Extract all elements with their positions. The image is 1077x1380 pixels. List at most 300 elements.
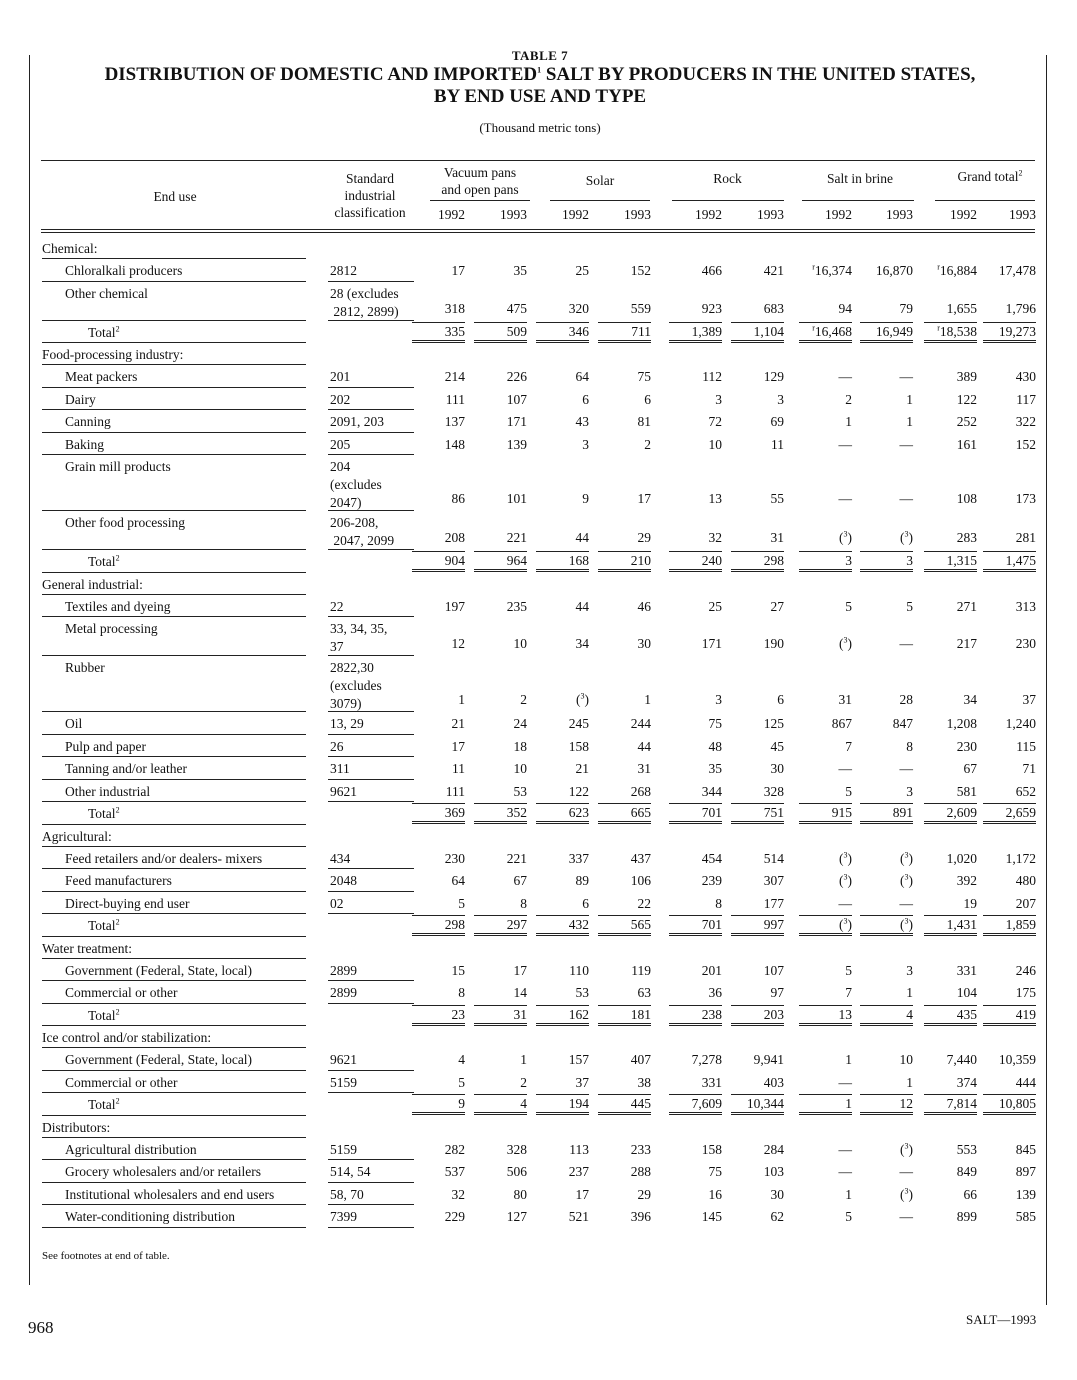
value-cell: 320 (568, 300, 589, 316)
value-cell: 1,020 (946, 850, 977, 866)
value-cell: 239 (701, 873, 722, 888)
row-label: Total$^2$ (88, 1096, 120, 1112)
value-cell: 4 (474, 1094, 527, 1115)
sic-code: 7399 (330, 1209, 357, 1224)
value-cell: 63 (637, 985, 651, 1000)
section-header-row (0, 573, 1077, 595)
value-cell: 867 (831, 716, 852, 731)
value-cell: 27 (770, 598, 784, 614)
sic-code: 5159 (330, 1141, 357, 1157)
row-label: Commercial or other (65, 985, 178, 1000)
row-label: Grain mill products (65, 459, 171, 474)
value-cell: 5 (845, 1209, 852, 1224)
sic-code: 26 (330, 738, 344, 754)
row-label: Oil (65, 716, 83, 731)
value-cell: ($^3$) (839, 529, 852, 545)
value-cell: 897 (1015, 1164, 1036, 1179)
value-cell: 208 (444, 530, 465, 545)
value-cell: 137 (444, 414, 465, 429)
value-cell: 847 (892, 716, 913, 731)
value-cell: 6 (582, 391, 589, 407)
sic-code: 311 (330, 761, 350, 776)
table-row (0, 869, 1077, 892)
value-cell: 389 (956, 369, 977, 384)
value-cell: 44 (575, 530, 589, 545)
row-label: Tanning and/or leather (65, 761, 188, 776)
value-cell: 430 (1015, 369, 1036, 384)
value-cell: 19 (963, 895, 977, 911)
value-cell: 112 (702, 369, 722, 384)
value-cell: 226 (506, 369, 527, 384)
value-cell: 229 (444, 1209, 465, 1224)
value-cell: 71 (1022, 761, 1036, 776)
value-cell: 2,659 (983, 803, 1036, 824)
table-row (0, 757, 1077, 780)
value-cell: 240 (669, 551, 722, 572)
value-cell: 3 (715, 692, 722, 707)
value-cell: 30 (770, 761, 784, 776)
value-cell: 75 (708, 1164, 722, 1179)
value-cell: 181 (598, 1005, 651, 1026)
section-label: Agricultural: (42, 828, 112, 844)
value-cell: 115 (1016, 738, 1036, 754)
year-header: 1993 (500, 207, 527, 222)
value-cell: ($^3$) (900, 850, 913, 866)
sic-code: 2048 (330, 873, 357, 888)
sic-code: 13, 29 (330, 716, 364, 731)
value-cell: — (838, 491, 852, 506)
value-cell: 55 (770, 491, 784, 506)
value-cell: 17 (575, 1186, 589, 1202)
total-row (0, 802, 1077, 825)
value-cell: 10,344 (731, 1094, 784, 1115)
value-cell: 111 (445, 391, 465, 407)
value-cell: 45 (770, 738, 784, 754)
value-cell: 235 (506, 598, 527, 614)
section-label: General industrial: (42, 576, 143, 592)
section-header-row (0, 343, 1077, 365)
value-cell: 1 (906, 414, 913, 429)
sic-code: 33, 34, 35, 37 (330, 621, 388, 654)
value-cell: 44 (637, 738, 651, 754)
row-label: Metal processing (65, 621, 158, 636)
value-cell: 454 (701, 850, 722, 866)
value-cell: 16,949 (860, 322, 913, 343)
value-cell: 6 (777, 692, 784, 707)
value-cell: 9 (412, 1094, 465, 1115)
total-row (0, 321, 1077, 344)
value-cell: 331 (701, 1074, 722, 1090)
row-label: Government (Federal, State, local) (65, 962, 253, 978)
group-rule-solar (550, 200, 650, 201)
col-rock: Rock (713, 171, 742, 186)
value-cell: 444 (1015, 1074, 1036, 1090)
value-cell: 5 (845, 598, 852, 614)
col-solar: Solar (585, 173, 615, 188)
value-cell: 122 (956, 391, 977, 407)
value-cell: 75 (637, 369, 651, 384)
group-rule-brine (802, 200, 914, 201)
value-cell: 328 (506, 1141, 527, 1157)
value-cell: 4 (860, 1005, 913, 1026)
value-cell: 24 (513, 716, 527, 731)
section-label: Water treatment: (42, 940, 132, 956)
row-label: Feed retailers and/or dealers- mixers (65, 850, 263, 866)
value-cell: 201 (701, 962, 722, 978)
value-cell: ($^3$) (900, 1141, 913, 1157)
value-cell: 12 (451, 636, 465, 651)
value-cell: 3 (906, 783, 913, 799)
value-cell: ($^3$) (576, 691, 589, 707)
value-cell: 4 (458, 1052, 465, 1067)
value-cell: 217 (956, 636, 977, 651)
year-header: 1992 (562, 207, 589, 222)
value-cell: 214 (444, 369, 465, 384)
value-cell: ($^3$) (900, 1186, 913, 1202)
value-cell: 352 (474, 803, 527, 824)
value-cell: 1,431 (924, 915, 977, 936)
value-cell: 210 (598, 551, 651, 572)
value-cell: 161 (956, 436, 977, 452)
value-cell: 9,941 (753, 1052, 784, 1067)
value-cell: 233 (630, 1141, 651, 1157)
value-cell: 313 (1015, 598, 1036, 614)
value-cell: 14 (513, 985, 527, 1000)
value-cell: 64 (575, 369, 589, 384)
value-cell: 35 (513, 263, 527, 278)
value-cell: 344 (701, 783, 722, 799)
sic-code: 201 (330, 369, 351, 384)
value-cell: 127 (506, 1209, 527, 1224)
value-cell: 158 (701, 1141, 722, 1157)
value-cell: 5 (906, 598, 913, 614)
value-cell: 53 (513, 783, 527, 799)
value-cell: 281 (1015, 530, 1036, 545)
row-label: Total$^2$ (88, 553, 120, 569)
row-label: Institutional wholesalers and end users (65, 1186, 275, 1202)
value-cell: 701 (669, 803, 722, 824)
value-cell: 139 (1015, 1186, 1036, 1202)
value-cell: 152 (1015, 436, 1036, 452)
row-label: Government (Federal, State, local) (65, 1052, 253, 1067)
value-cell: — (899, 1164, 913, 1179)
value-cell: 10,805 (983, 1094, 1036, 1115)
value-cell: $^r$16,884 (937, 262, 977, 278)
value-cell: 25 (575, 263, 589, 278)
value-cell: 104 (956, 985, 977, 1000)
value-cell: 79 (899, 300, 913, 316)
value-cell: 230 (956, 738, 977, 754)
section-header-row (0, 1026, 1077, 1048)
table-row (0, 511, 1077, 550)
sic-code: 5159 (330, 1074, 357, 1090)
value-cell: — (838, 1141, 852, 1157)
value-cell: 3 (799, 551, 852, 572)
value-cell: 1,315 (924, 551, 977, 572)
value-cell: 72 (708, 414, 722, 429)
value-cell: 30 (637, 636, 651, 651)
section-label: Distributors: (42, 1119, 111, 1135)
value-cell: 171 (701, 636, 722, 651)
value-cell: 37 (575, 1074, 589, 1090)
value-cell: 1,208 (946, 716, 977, 731)
value-cell: 7,814 (924, 1094, 977, 1115)
value-cell: 964 (474, 551, 527, 572)
section-header-row (0, 825, 1077, 847)
value-cell: 145 (701, 1209, 722, 1224)
sic-code: 02 (330, 895, 344, 911)
value-cell: 17 (451, 263, 465, 278)
value-cell: 537 (444, 1164, 465, 1179)
value-cell: 103 (763, 1164, 784, 1179)
value-cell: 3 (715, 391, 722, 407)
value-cell: 168 (536, 551, 589, 572)
value-cell: 48 (708, 738, 722, 754)
value-cell: 106 (630, 873, 651, 888)
year-header: 1993 (624, 207, 651, 222)
value-cell: 13 (799, 1005, 852, 1026)
col-brine: Salt in brine (827, 171, 893, 186)
value-cell: 18 (513, 738, 527, 754)
value-cell: 623 (536, 803, 589, 824)
value-cell: 29 (637, 1186, 651, 1202)
value-cell: 7,440 (946, 1052, 977, 1067)
value-cell: 915 (799, 803, 852, 824)
value-cell: 175 (1015, 985, 1036, 1000)
value-cell: 2,609 (924, 803, 977, 824)
value-cell: 480 (1015, 873, 1036, 888)
value-cell: 43 (575, 414, 589, 429)
value-cell: 81 (637, 414, 651, 429)
value-cell: 252 (956, 414, 977, 429)
table-row (0, 1071, 1077, 1094)
section-label: Chemical: (42, 241, 98, 256)
value-cell: 711 (598, 322, 651, 343)
value-cell: 475 (506, 300, 527, 316)
value-cell: 581 (956, 783, 977, 799)
value-cell: 221 (506, 850, 527, 866)
value-cell: 101 (506, 491, 527, 506)
running-head: SALT—1993 (966, 1312, 1037, 1327)
row-label: Direct-buying end user (65, 895, 190, 911)
value-cell: 701 (669, 915, 722, 936)
value-cell: 107 (506, 391, 527, 407)
year-header: 1992 (825, 207, 852, 222)
value-cell: 331 (956, 962, 977, 978)
value-cell: 162 (536, 1005, 589, 1026)
value-cell: 17,478 (998, 263, 1036, 278)
value-cell: 86 (451, 491, 465, 506)
year-header: 1993 (886, 207, 913, 222)
sic-code: 434 (330, 850, 351, 866)
value-cell: 904 (412, 551, 465, 572)
table-number: TABLE 7 (511, 48, 569, 63)
value-cell: 514 (763, 850, 784, 866)
value-cell: 5 (845, 783, 852, 799)
header-bottom-rule (41, 229, 1035, 233)
value-cell: 34 (575, 636, 589, 651)
total-row (0, 1093, 1077, 1116)
value-cell: 396 (630, 1209, 651, 1224)
sic-code: 28 (excludes 2812, 2899) (330, 285, 399, 319)
value-cell: 89 (575, 873, 589, 888)
row-label: Other industrial (65, 783, 151, 799)
value-cell: 35 (708, 761, 722, 776)
table-row (0, 847, 1077, 870)
value-cell: — (838, 895, 852, 911)
value-cell: 297 (474, 915, 527, 936)
table-row (0, 455, 1077, 511)
value-cell: 110 (569, 962, 589, 978)
sic-code: 2899 (330, 962, 357, 978)
value-cell: 845 (1015, 1141, 1036, 1157)
sic-code: 2822,30 (excludes 3079) (330, 660, 382, 711)
value-cell: 158 (568, 738, 589, 754)
value-cell: 466 (701, 263, 722, 278)
value-cell: 665 (598, 803, 651, 824)
value-cell: 3 (860, 551, 913, 572)
value-cell: ($^3$) (860, 915, 913, 936)
table-header (40, 48, 1040, 136)
value-cell: 21 (575, 761, 589, 776)
value-cell: 177 (763, 895, 784, 911)
value-cell: $^r$16,374 (812, 262, 852, 278)
value-cell: 31 (474, 1005, 527, 1026)
row-label: Baking (65, 436, 104, 452)
row-label: Feed manufacturers (65, 873, 172, 888)
value-cell: 553 (956, 1141, 977, 1157)
value-cell: 7,609 (669, 1094, 722, 1115)
value-cell: 5 (458, 895, 465, 911)
value-cell: 171 (506, 414, 527, 429)
value-cell: ($^3$) (839, 850, 852, 866)
row-label: Commercial or other (65, 1074, 178, 1090)
sic-code: 9621 (330, 1052, 357, 1067)
sic-code: 58, 70 (330, 1186, 364, 1202)
value-cell: 3 (582, 436, 589, 452)
sic-code: 2091, 203 (330, 414, 384, 429)
value-cell: 17 (637, 491, 651, 506)
value-cell: 244 (630, 716, 651, 731)
value-cell: 559 (630, 300, 651, 316)
value-cell: — (899, 491, 913, 506)
row-rule (42, 1227, 306, 1228)
year-header: 1992 (695, 207, 722, 222)
sic-code: 206-208, 2047, 2099 (330, 515, 395, 548)
value-cell: 1 (845, 1186, 852, 1202)
value-cell: 284 (763, 1141, 784, 1157)
section-header-row (0, 937, 1077, 959)
value-cell: 652 (1015, 783, 1036, 799)
row-label: Grocery wholesalers and/or retailers (65, 1164, 262, 1179)
value-cell: 403 (763, 1074, 784, 1090)
value-cell: — (899, 761, 913, 776)
value-cell: 8 (715, 895, 722, 911)
section-label: Food-processing industry: (42, 347, 184, 362)
value-cell: 32 (708, 530, 722, 545)
value-cell: 157 (568, 1052, 589, 1067)
value-cell: 10,359 (998, 1052, 1036, 1067)
value-cell: 129 (763, 369, 784, 384)
table-row (0, 892, 1077, 915)
value-cell: 1,859 (983, 915, 1036, 936)
value-cell: ($^3$) (839, 635, 852, 651)
table-row (0, 735, 1077, 758)
value-cell: 1,240 (1005, 716, 1036, 731)
header-top-rule (41, 160, 1035, 161)
value-cell: 1,796 (1005, 300, 1036, 316)
value-cell: 1,172 (1005, 850, 1036, 866)
table-title-line1: DISTRIBUTION OF DOMESTIC AND IMPORTED$^1$ SALT BY PRODUCERS IN THE UNITED STATES, (104, 64, 976, 85)
value-cell: 2 (644, 436, 651, 452)
value-cell: 117 (1016, 391, 1036, 407)
value-cell: 207 (1015, 895, 1036, 911)
col-grand-total: Grand total$^2$ (957, 168, 1023, 184)
value-cell: 392 (956, 873, 977, 888)
value-cell: 53 (575, 985, 589, 1000)
value-cell: 31 (637, 761, 651, 776)
row-label: Other food processing (65, 515, 185, 530)
sic-code: 2812 (330, 263, 357, 278)
value-cell: — (838, 436, 852, 452)
value-cell: 585 (1015, 1209, 1036, 1224)
value-cell: 64 (451, 873, 465, 888)
value-cell: 221 (506, 530, 527, 545)
value-cell: 190 (763, 636, 784, 651)
value-cell: 10 (513, 636, 527, 651)
value-cell: — (838, 1164, 852, 1179)
table-row (0, 1160, 1077, 1183)
value-cell: 8 (520, 895, 527, 911)
sic-code: 22 (330, 598, 344, 614)
table-row (0, 365, 1077, 388)
year-header: 1992 (438, 207, 465, 222)
year-header: 1993 (757, 207, 784, 222)
value-cell: 1 (906, 1074, 913, 1090)
value-cell: — (838, 1074, 852, 1090)
value-cell: 346 (536, 322, 589, 343)
total-row (0, 914, 1077, 937)
value-cell: 31 (770, 530, 784, 545)
value-cell: 2 (520, 692, 527, 707)
value-cell: 8 (906, 738, 913, 754)
value-cell: 1,104 (731, 322, 784, 343)
value-cell: 245 (568, 716, 589, 731)
row-label: Agricultural distribution (65, 1141, 197, 1157)
value-cell: 80 (513, 1186, 527, 1202)
total-row (0, 550, 1077, 573)
value-cell: 28 (899, 692, 913, 707)
value-cell: 322 (1015, 414, 1036, 429)
value-cell: 3 (906, 962, 913, 978)
table-row (0, 282, 1077, 321)
value-cell: 407 (630, 1052, 651, 1067)
value-cell: 506 (506, 1164, 527, 1179)
row-label: Pulp and paper (65, 738, 146, 754)
value-cell: 194 (536, 1094, 589, 1115)
group-rule-rock (672, 200, 784, 201)
value-cell: 419 (983, 1005, 1036, 1026)
table-row (0, 1205, 1077, 1228)
value-cell: — (899, 636, 913, 651)
row-label: Canning (65, 414, 111, 429)
value-cell: 1 (458, 692, 465, 707)
value-cell: 5 (845, 962, 852, 978)
value-cell: 107 (763, 962, 784, 978)
value-cell: 108 (956, 491, 977, 506)
value-cell: 282 (444, 1141, 465, 1157)
value-cell: 94 (838, 300, 852, 316)
